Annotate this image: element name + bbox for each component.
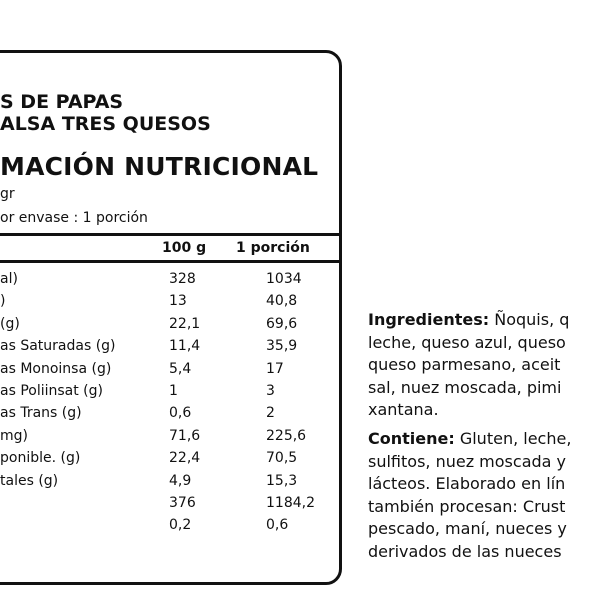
nutrient-value-100g: 11,4 [169,338,201,355]
nutrient-value-100g: 0,2 [169,517,192,534]
ingredients-text: Ñoquis, q [489,310,570,329]
nutrient-row [0,380,340,402]
nutrient-value-100g: 5,4 [169,360,192,377]
nutrient-value-portion: 69,6 [266,315,298,332]
nutrient-row [0,447,340,469]
nutrient-value-100g: 376 [169,495,196,511]
nutrient-value-100g: 71,6 [169,427,201,444]
contains-block [368,428,600,563]
nutrient-value-portion: 3 [266,383,275,399]
nutrition-heading: MACIÓN NUTRICIONAL [0,152,319,181]
nutrient-name: as Monoinsa (g) [0,360,112,377]
header-rule-top [0,233,340,236]
contains-line: sulfitos, nuez moscada y [368,451,567,471]
nutrient-row [0,358,340,380]
column-header-100g: 100 g [162,240,207,256]
product-title-line2: ALSA TRES QUESOS [0,113,211,135]
nutrient-value-portion: 1034 [266,271,302,287]
nutrient-name: as Trans (g) [0,405,82,422]
nutrient-name: as Poliinsat (g) [0,383,103,399]
nutrient-name: ponible. (g) [0,450,81,467]
nutrient-value-portion: 15,3 [266,472,298,489]
nutrient-value-100g: 22,1 [169,315,201,332]
contains-line: también procesan: Crust [368,496,566,516]
contains-text: Gluten, leche, [454,429,572,448]
nutrient-value-100g: 4,9 [169,472,192,489]
nutrient-name: as Saturadas (g) [0,338,116,355]
nutrient-row [0,290,340,312]
header-rule-bottom [0,260,340,263]
nutrient-value-100g: 13 [169,293,187,310]
nutrient-value-portion: 1184,2 [266,495,315,511]
nutrient-value-100g: 1 [169,383,178,399]
contains-first-line [368,428,600,451]
ingredients-line: queso parmesano, aceit [368,355,561,374]
nutrient-value-portion: 70,5 [266,450,298,467]
nutrient-value-portion: 2 [266,405,275,422]
nutrient-name: tales (g) [0,472,59,489]
ingredients-line: sal, nuez moscada, pimi [368,377,562,397]
product-title-line1: S DE PAPAS [0,91,124,113]
nutrient-value-100g: 328 [169,271,196,287]
nutrient-value-portion: 0,6 [266,517,289,534]
portion-size: gr [0,186,15,202]
servings-per-container: or envase : 1 porción [0,210,148,226]
nutrient-value-portion: 40,8 [266,293,298,310]
ingredients-label: Ingredientes: [368,310,490,329]
nutrient-row [0,402,340,424]
nutrient-name: al) [0,271,18,287]
nutrient-name: ) [0,293,6,310]
contains-line: lácteos. Elaborado en lín [368,474,566,493]
nutrient-value-100g: 0,6 [169,405,192,422]
nutrient-row [0,492,340,514]
contains-label: Contiene: [368,429,455,448]
contains-line: pescado, maní, nueces y [368,519,567,538]
nutrient-row [0,514,340,536]
ingredients-line: leche, queso azul, queso [368,332,566,352]
nutrient-row [0,335,340,357]
contains-line: derivados de las nueces [368,541,562,561]
nutrient-row [0,313,340,335]
ingredients-first-line [368,309,600,332]
nutrient-value-portion: 35,9 [266,338,298,355]
nutrient-row [0,470,340,492]
column-header-portion: 1 porción [236,240,310,256]
nutrient-value-100g: 22,4 [169,450,201,467]
nutrient-name: (g) [0,315,20,332]
nutrient-value-portion: 225,6 [266,427,307,444]
nutrient-row [0,425,340,447]
nutrient-row [0,268,340,290]
ingredients-line: xantana. [368,400,439,419]
nutrient-value-portion: 17 [266,360,284,377]
ingredients-block [368,309,600,422]
nutrient-name: mg) [0,427,28,444]
